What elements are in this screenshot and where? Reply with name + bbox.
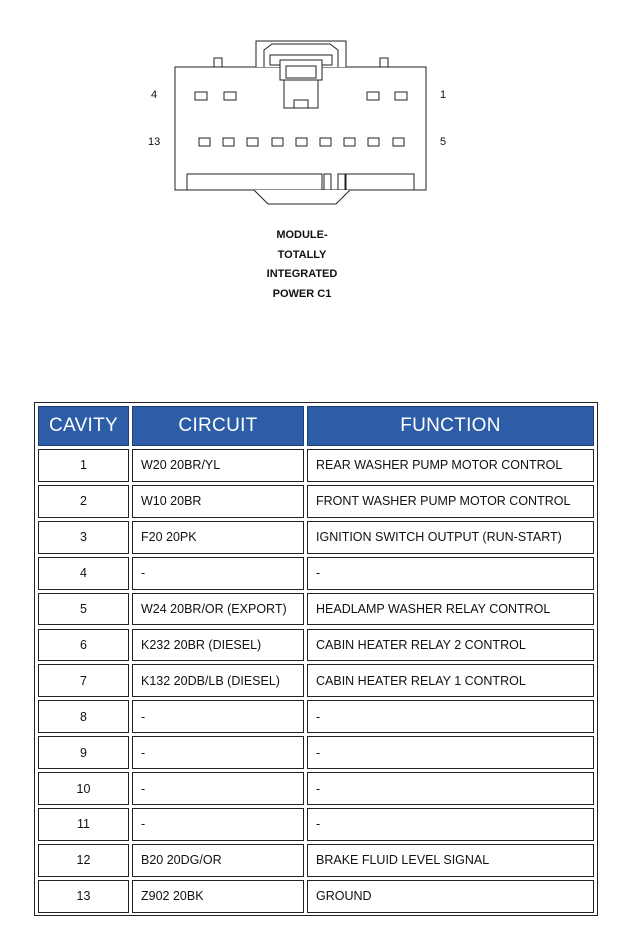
cavity-cell: 6 (38, 629, 129, 662)
table-row (38, 736, 594, 769)
cavity-cell: 2 (38, 485, 129, 518)
header-function: FUNCTION (307, 406, 594, 446)
cavity-cell: 11 (38, 808, 129, 841)
table-row (38, 557, 594, 590)
table-row (38, 880, 594, 913)
function-cell: FRONT WASHER PUMP MOTOR CONTROL (307, 485, 594, 518)
function-cell: CABIN HEATER RELAY 1 CONTROL (307, 664, 594, 697)
table-row (38, 485, 594, 518)
function-cell: - (307, 736, 594, 769)
cavity-cell: 13 (38, 880, 129, 913)
cavity-cell: 8 (38, 700, 129, 733)
circuit-cell: W24 20BR/OR (EXPORT) (132, 593, 304, 626)
function-cell: GROUND (307, 880, 594, 913)
circuit-cell: - (132, 736, 304, 769)
header-circuit: CIRCUIT (132, 406, 304, 446)
connector-title (232, 226, 372, 304)
circuit-cell: W10 20BR (132, 485, 304, 518)
table-row (38, 629, 594, 662)
function-cell: REAR WASHER PUMP MOTOR CONTROL (307, 449, 594, 482)
pinout-table (34, 402, 598, 916)
table-row (38, 844, 594, 877)
circuit-cell: K232 20BR (DIESEL) (132, 629, 304, 662)
table-row (38, 772, 594, 805)
cavity-cell: 9 (38, 736, 129, 769)
pin-label-right-bottom: 5 (440, 136, 447, 148)
table-row (38, 449, 594, 482)
cavity-cell: 3 (38, 521, 129, 554)
circuit-cell: - (132, 557, 304, 590)
function-cell: - (307, 772, 594, 805)
circuit-cell: - (132, 772, 304, 805)
cavity-cell: 1 (38, 449, 129, 482)
cavity-cell: 7 (38, 664, 129, 697)
table-row (38, 700, 594, 733)
cavity-cell: 10 (38, 772, 129, 805)
connector-key (254, 190, 350, 204)
function-cell: - (307, 808, 594, 841)
function-cell: - (307, 557, 594, 590)
function-cell: HEADLAMP WASHER RELAY CONTROL (307, 593, 594, 626)
cavity-cell: 12 (38, 844, 129, 877)
table-row (38, 808, 594, 841)
function-cell: IGNITION SWITCH OUTPUT (RUN-START) (307, 521, 594, 554)
title-line: TOTALLY (277, 248, 327, 261)
circuit-cell: - (132, 700, 304, 733)
circuit-cell: B20 20DG/OR (132, 844, 304, 877)
function-cell: CABIN HEATER RELAY 2 CONTROL (307, 629, 594, 662)
connector-diagram (0, 0, 620, 220)
title-line: MODULE- (276, 229, 328, 241)
pin-label-left-bottom: 13 (148, 136, 161, 148)
header-cavity: CAVITY (38, 406, 129, 446)
circuit-cell: K132 20DB/LB (DIESEL) (132, 664, 304, 697)
title-line: POWER C1 (272, 287, 332, 300)
pin-label-left-top: 4 (151, 89, 158, 101)
function-cell: BRAKE FLUID LEVEL SIGNAL (307, 844, 594, 877)
table-row (38, 664, 594, 697)
table-row (38, 521, 594, 554)
circuit-cell: W20 20BR/YL (132, 449, 304, 482)
title-line: INTEGRATED (266, 268, 338, 280)
circuit-cell: Z902 20BK (132, 880, 304, 913)
table-header-row (38, 406, 594, 446)
cavity-cell: 4 (38, 557, 129, 590)
pin-label-right-top: 1 (440, 89, 447, 101)
connector-body (175, 67, 426, 190)
cavity-cell: 5 (38, 593, 129, 626)
function-cell: - (307, 700, 594, 733)
circuit-cell: - (132, 808, 304, 841)
table-row (38, 593, 594, 626)
circuit-cell: F20 20PK (132, 521, 304, 554)
